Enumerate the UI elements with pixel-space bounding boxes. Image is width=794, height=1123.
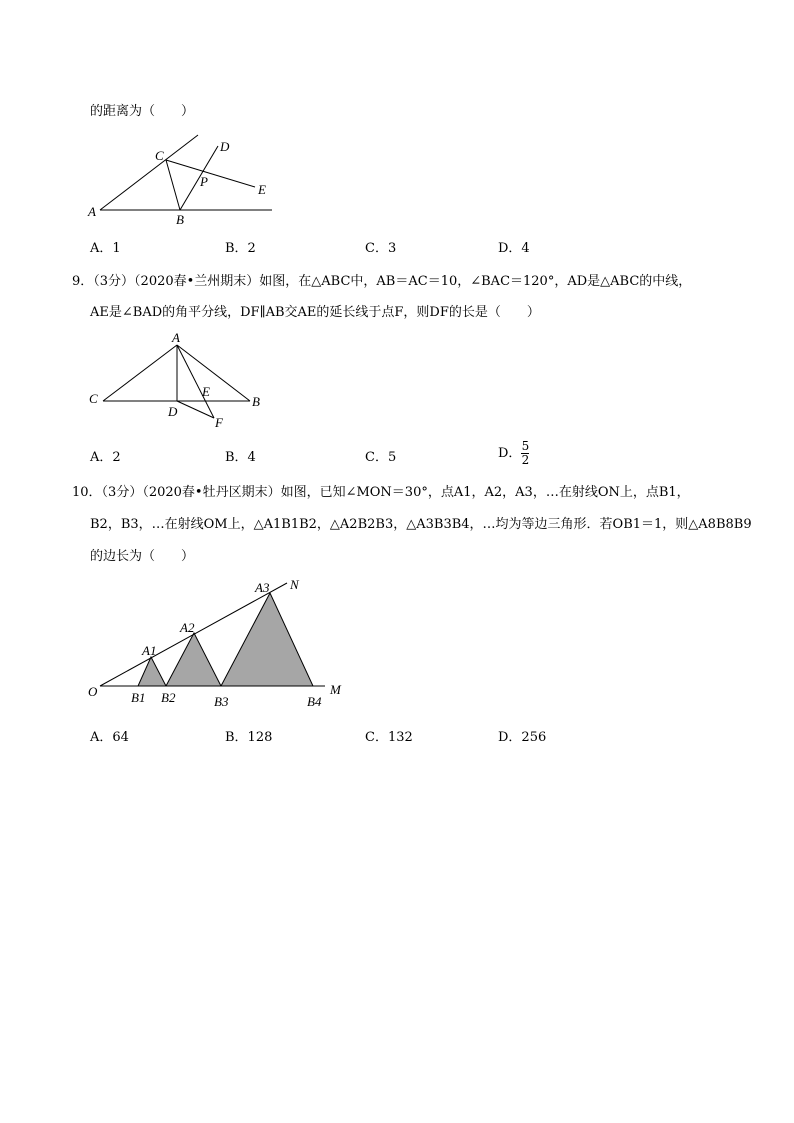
q9-label-d: D	[168, 404, 178, 419]
q8-label-e: E	[258, 182, 266, 197]
q8-label-b: B	[176, 212, 184, 227]
q9-option-a[interactable]: A．2	[90, 450, 121, 465]
q10-option-b[interactable]: B．128	[225, 730, 273, 745]
q10-option-a[interactable]: A．64	[90, 730, 129, 745]
q10-line1: 10．（3分）（2020春•牡丹区期末）如图，已知∠MON＝30°，点A1，A2，A3，…在射线ON上，点B1，	[72, 485, 690, 500]
q10-label-b3: B3	[214, 694, 229, 709]
q9-option-b[interactable]: B．4	[225, 450, 256, 465]
q8-option-b[interactable]: B．2	[225, 241, 256, 256]
q10-triangle-2	[166, 633, 221, 686]
q8-label-a: A	[88, 204, 96, 219]
fraction-denominator: 2	[521, 453, 530, 468]
q8-label-c: C	[155, 148, 164, 163]
q10-label-b1: B1	[131, 690, 146, 705]
q10-option-d[interactable]: D．256	[498, 730, 547, 745]
q10-label-a3: A3	[255, 580, 270, 595]
q9-option-d-prefix: D．	[498, 446, 522, 462]
q9-label-c: C	[89, 391, 98, 406]
q8-label-d: D	[220, 139, 230, 154]
fraction-numerator: 5	[521, 439, 530, 453]
q10-label-n: N	[290, 577, 299, 592]
q8-stem-tail: 的距离为（ ）	[90, 104, 195, 119]
q8-option-c[interactable]: C．3	[365, 241, 397, 256]
q10-label-b4: B4	[307, 694, 322, 709]
q9-line1: 9．（3分）（2020春•兰州期末）如图，在△ABC中，AB＝AC＝10，∠BAC＝120°，AD是△ABC的中线，	[72, 274, 692, 289]
q9-label-e: E	[202, 384, 210, 399]
q8-option-d[interactable]: D．4	[498, 241, 530, 256]
q9-option-c[interactable]: C．5	[365, 450, 397, 465]
q8-label-p: P	[200, 174, 208, 189]
q10-triangle-3	[221, 593, 313, 686]
q9-label-f: F	[215, 415, 223, 430]
q10-option-c[interactable]: C．132	[365, 730, 413, 745]
q10-label-m: M	[330, 682, 341, 697]
q10-line2: B2，B3，…在射线OM上，△A1B1B2，△A2B2B3，△A3B3B4，…均为等边三角形．若OB1＝1，则△A8B8B9	[90, 517, 752, 532]
q8-option-a[interactable]: A．1	[90, 241, 121, 256]
q10-line3: 的边长为（ ）	[90, 549, 195, 564]
q9-label-a: A	[172, 330, 180, 345]
q10-triangle-1	[138, 657, 166, 686]
q10-label-o: O	[88, 684, 98, 699]
q9-line2: AE是∠BAD的角平分线，DF∥AB交AE的延长线于点F，则DF的长是（ ）	[90, 305, 540, 320]
q10-label-b2: B2	[161, 690, 176, 705]
q9-label-b: B	[252, 394, 260, 409]
q10-label-a2: A2	[180, 620, 195, 635]
q10-label-a1: A1	[142, 643, 157, 658]
